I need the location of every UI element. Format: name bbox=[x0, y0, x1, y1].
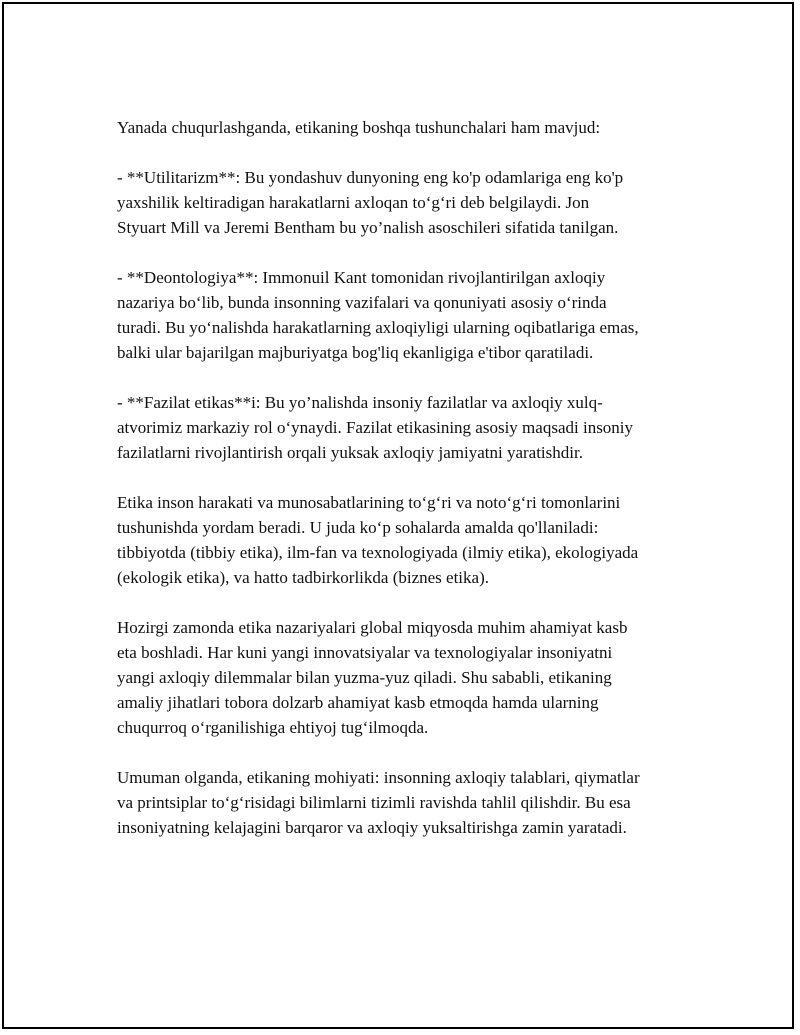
paragraph-utilitarianism: - **Utilitarizm**: Bu yondashuv dunyoning eng ko'p odamlariga eng ko'p yaxshilik keltiradigan harakatlarni axloqan to‘g‘ri deb belgilaydi. Jon Styuart Mill va Jeremi Bentham bu yo’nalish asoschileri sifatida tanilgan. bbox=[117, 168, 624, 237]
paragraph-modern-relevance: Hozirgi zamonda etika nazariyalari global miqyosda muhim ahamiyat kasb eta boshladi. Har kuni yangi innovatsiyalar va texnologiyalar insoniyatni yangi axloqiy dilemmalar bilan yuzma-yuz qiladi. Shu sababli, etikaning amaliy jihatlari tobora dolzarb ahamiyat kasb etmoqda hamda ularning chuqurroq o‘rganilishiga ehtiyoj tug‘ilmoqda. bbox=[117, 618, 628, 737]
paragraph-applications: Etika inson harakati va munosabatlarining to‘g‘ri va noto‘g‘ri tomonlarini tushunishda yordam beradi. U juda ko‘p sohalarda amalda qo'llaniladi: tibbiyotda (tibbiy etika), ilm-fan va texnologiyada (ilmiy etika), ekologiyada (ekologik etika), va hatto tadbirkorlikda (biznes etika). bbox=[117, 493, 639, 587]
paragraph-virtue-ethics: - **Fazilat etikas**i: Bu yo’nalishda insoniy fazilatlar va axloqiy xulq- atvorimiz markaziy rol o‘ynaydi. Fazilat etikasining asosiy maqsadi insoniy fazilatlarni rivojlantirish orqali yuksak axloqiy jamiyatni yaratishdir. bbox=[117, 393, 634, 462]
paragraph-deontology: - **Deontologiya**: Immonuil Kant tomonidan rivojlantirilgan axloqiy nazariya bo‘lib, bunda insonning vazifalari va qonuniyati asosiy o‘rinda turadi. Bu yo‘nalishda harakatlarning axloqiyligi ularning oqibatlariga emas, balki ular bajarilgan majburiyatga bog'liq ekanligiga e'tibor qaratiladi. bbox=[117, 268, 639, 362]
paragraph-conclusion: Umuman olganda, etikaning mohiyati: insonning axloqiy talablari, qiymatlar va printsiplar to‘g‘risidagi bilimlarni tizimli ravishda tahlil qilishdir. Bu esa insoniyatning kelajagini barqaror va axloqiy yuksaltirishga zamin yaratadi. bbox=[117, 768, 640, 837]
paragraph-intro: Yanada chuqurlashganda, etikaning boshqa tushunchalari ham mavjud: bbox=[117, 118, 601, 137]
document-body bbox=[117, 115, 687, 865]
